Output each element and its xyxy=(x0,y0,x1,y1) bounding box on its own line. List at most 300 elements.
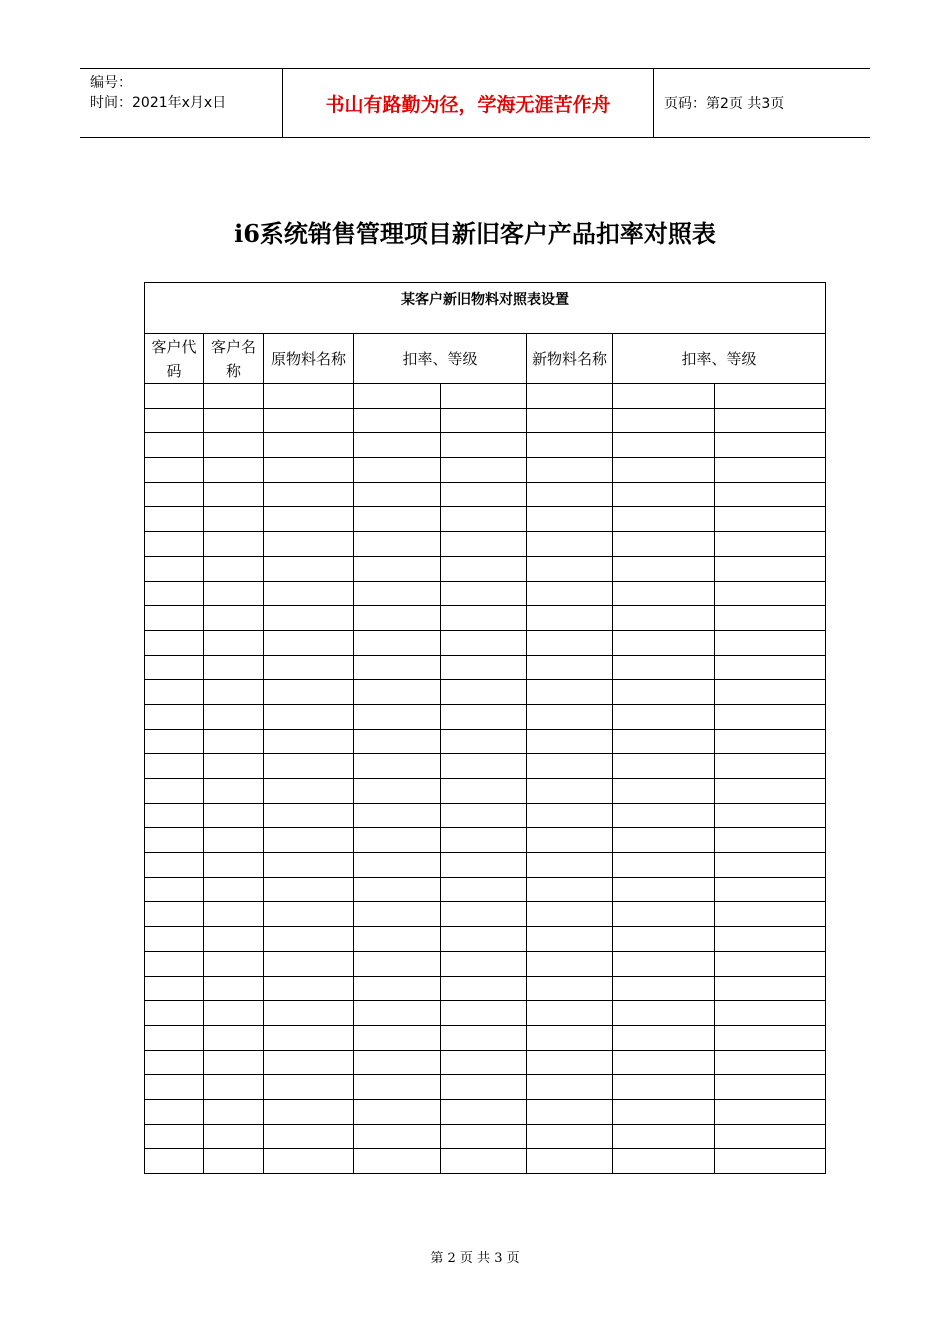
table-cell[interactable] xyxy=(441,902,527,927)
table-cell[interactable] xyxy=(715,630,826,655)
table-cell[interactable] xyxy=(715,655,826,680)
table-cell[interactable] xyxy=(613,828,715,853)
table-cell[interactable] xyxy=(613,976,715,1001)
table-cell[interactable] xyxy=(441,951,527,976)
table-cell[interactable] xyxy=(145,507,204,532)
table-cell[interactable] xyxy=(145,828,204,853)
table-cell[interactable] xyxy=(441,655,527,680)
table-row xyxy=(145,507,826,532)
table-cell[interactable] xyxy=(527,704,613,729)
table-row xyxy=(145,976,826,1001)
table-row xyxy=(145,532,826,557)
table-cell[interactable] xyxy=(527,877,613,902)
table-cell[interactable] xyxy=(613,902,715,927)
table-cell[interactable] xyxy=(264,877,354,902)
table-cell[interactable] xyxy=(354,902,441,927)
table-row xyxy=(145,1001,826,1026)
table-row xyxy=(145,704,826,729)
table-cell[interactable] xyxy=(527,754,613,779)
table-cell[interactable] xyxy=(145,1099,204,1124)
table-cell[interactable] xyxy=(204,556,264,581)
table-cell[interactable] xyxy=(613,556,715,581)
table-cell[interactable] xyxy=(354,433,441,458)
table-row xyxy=(145,458,826,483)
table-cell[interactable] xyxy=(613,704,715,729)
table-cell[interactable] xyxy=(613,384,715,409)
table-cell[interactable] xyxy=(441,877,527,902)
table-cell[interactable] xyxy=(527,1075,613,1100)
table-cell[interactable] xyxy=(441,729,527,754)
table-cell[interactable] xyxy=(715,828,826,853)
table-cell[interactable] xyxy=(715,1149,826,1174)
table-cell[interactable] xyxy=(354,976,441,1001)
table-cell[interactable] xyxy=(264,581,354,606)
header-motto: 书山有路勤为径，学海无涯苦作舟 xyxy=(282,69,654,137)
table-cell[interactable] xyxy=(715,1001,826,1026)
table-cell[interactable] xyxy=(441,1099,527,1124)
table-cell[interactable] xyxy=(613,581,715,606)
table-cell[interactable] xyxy=(145,458,204,483)
table-cell[interactable] xyxy=(354,556,441,581)
table-cell[interactable] xyxy=(613,532,715,557)
table-row xyxy=(145,630,826,655)
table-cell[interactable] xyxy=(264,951,354,976)
table-cell[interactable] xyxy=(715,433,826,458)
table-cell[interactable] xyxy=(354,1149,441,1174)
table-cell[interactable] xyxy=(264,1075,354,1100)
table-cell[interactable] xyxy=(354,1099,441,1124)
table-cell[interactable] xyxy=(527,1025,613,1050)
table-cell[interactable] xyxy=(145,951,204,976)
table-cell[interactable] xyxy=(264,1025,354,1050)
table-cell[interactable] xyxy=(715,507,826,532)
table-row xyxy=(145,384,826,409)
table-cell[interactable] xyxy=(354,606,441,631)
table-cell[interactable] xyxy=(354,458,441,483)
table-cell[interactable] xyxy=(527,951,613,976)
table-cell[interactable] xyxy=(527,384,613,409)
table-cell[interactable] xyxy=(145,606,204,631)
table-cell[interactable] xyxy=(264,1149,354,1174)
table-cell[interactable] xyxy=(527,606,613,631)
table-cell[interactable] xyxy=(204,507,264,532)
table-cell[interactable] xyxy=(441,853,527,878)
table-cell[interactable] xyxy=(264,902,354,927)
table-cell[interactable] xyxy=(145,532,204,557)
table-cell[interactable] xyxy=(204,1025,264,1050)
table-cell[interactable] xyxy=(264,433,354,458)
table-cell[interactable] xyxy=(145,853,204,878)
table-cell[interactable] xyxy=(264,1050,354,1075)
table-cell[interactable] xyxy=(354,828,441,853)
table-cell[interactable] xyxy=(204,606,264,631)
table-cell[interactable] xyxy=(204,1149,264,1174)
table-cell[interactable] xyxy=(204,630,264,655)
table-cell[interactable] xyxy=(527,482,613,507)
table-cell[interactable] xyxy=(613,482,715,507)
table-cell[interactable] xyxy=(204,704,264,729)
table-cell[interactable] xyxy=(354,951,441,976)
table-cell[interactable] xyxy=(441,1050,527,1075)
document-number-label: 编号： xyxy=(90,75,132,91)
table-cell[interactable] xyxy=(354,630,441,655)
table-cell[interactable] xyxy=(204,1099,264,1124)
table-cell[interactable] xyxy=(204,853,264,878)
table-cell[interactable] xyxy=(613,1050,715,1075)
table-cell[interactable] xyxy=(613,507,715,532)
table-cell[interactable] xyxy=(204,1050,264,1075)
table-row xyxy=(145,1099,826,1124)
table-cell[interactable] xyxy=(527,902,613,927)
table-cell[interactable] xyxy=(715,729,826,754)
table-cell[interactable] xyxy=(145,803,204,828)
table-cell[interactable] xyxy=(613,433,715,458)
table-cell[interactable] xyxy=(441,803,527,828)
table-cell[interactable] xyxy=(715,877,826,902)
table-cell[interactable] xyxy=(204,902,264,927)
table-cell[interactable] xyxy=(715,803,826,828)
table-cell[interactable] xyxy=(715,754,826,779)
table-cell[interactable] xyxy=(264,779,354,804)
table-cell[interactable] xyxy=(354,877,441,902)
table-cell[interactable] xyxy=(441,630,527,655)
table-cell[interactable] xyxy=(204,532,264,557)
table-cell[interactable] xyxy=(354,754,441,779)
table-cell[interactable] xyxy=(354,482,441,507)
table-cell[interactable] xyxy=(145,1050,204,1075)
header-old-discount-grade: 扣率、等级 xyxy=(354,334,527,384)
table-row xyxy=(145,680,826,705)
table-cell[interactable] xyxy=(527,507,613,532)
table-cell[interactable] xyxy=(441,1001,527,1026)
table-cell[interactable] xyxy=(204,803,264,828)
table-cell[interactable] xyxy=(264,1099,354,1124)
table-cell[interactable] xyxy=(613,630,715,655)
table-cell[interactable] xyxy=(527,1149,613,1174)
table-cell[interactable] xyxy=(527,581,613,606)
table-cell[interactable] xyxy=(354,532,441,557)
table-cell[interactable] xyxy=(145,433,204,458)
table-cell[interactable] xyxy=(204,729,264,754)
table-cell[interactable] xyxy=(441,482,527,507)
table-cell[interactable] xyxy=(613,408,715,433)
table-cell[interactable] xyxy=(441,704,527,729)
table-cell[interactable] xyxy=(145,384,204,409)
table-row xyxy=(145,433,826,458)
table-cell[interactable] xyxy=(204,482,264,507)
table-cell[interactable] xyxy=(715,1099,826,1124)
table-cell[interactable] xyxy=(715,1124,826,1149)
table-cell[interactable] xyxy=(264,482,354,507)
table-row xyxy=(145,1025,826,1050)
table-cell[interactable] xyxy=(715,1025,826,1050)
table-cell[interactable] xyxy=(354,1075,441,1100)
table-cell[interactable] xyxy=(145,1149,204,1174)
table-cell[interactable] xyxy=(204,927,264,952)
table-cell[interactable] xyxy=(204,1124,264,1149)
table-cell[interactable] xyxy=(145,1001,204,1026)
table-cell[interactable] xyxy=(204,1001,264,1026)
table-cell[interactable] xyxy=(354,408,441,433)
table-cell[interactable] xyxy=(145,408,204,433)
table-cell[interactable] xyxy=(527,458,613,483)
table-cell[interactable] xyxy=(145,581,204,606)
table-cell[interactable] xyxy=(441,606,527,631)
table-cell[interactable] xyxy=(441,507,527,532)
table-cell[interactable] xyxy=(204,754,264,779)
table-cell[interactable] xyxy=(145,1124,204,1149)
table-cell[interactable] xyxy=(145,556,204,581)
table-cell[interactable] xyxy=(441,976,527,1001)
table-cell[interactable] xyxy=(527,1124,613,1149)
mapping-table xyxy=(144,282,826,1174)
table-cell[interactable] xyxy=(613,680,715,705)
table-cell[interactable] xyxy=(354,803,441,828)
table-cell[interactable] xyxy=(613,729,715,754)
table-cell[interactable] xyxy=(145,655,204,680)
table-row xyxy=(145,556,826,581)
table-cell[interactable] xyxy=(354,1124,441,1149)
header-meta xyxy=(80,69,282,137)
table-cell[interactable] xyxy=(145,976,204,1001)
table-cell[interactable] xyxy=(441,680,527,705)
table-cell[interactable] xyxy=(715,384,826,409)
table-cell[interactable] xyxy=(264,729,354,754)
table-cell[interactable] xyxy=(441,433,527,458)
table-cell[interactable] xyxy=(264,1001,354,1026)
table-cell[interactable] xyxy=(204,408,264,433)
table-cell[interactable] xyxy=(145,902,204,927)
table-cell[interactable] xyxy=(715,556,826,581)
table-cell[interactable] xyxy=(264,853,354,878)
table-row xyxy=(145,1124,826,1149)
table-cell[interactable] xyxy=(354,1025,441,1050)
table-cell[interactable] xyxy=(145,779,204,804)
table-cell[interactable] xyxy=(204,384,264,409)
table-cell[interactable] xyxy=(204,976,264,1001)
header-customer-name: 客户名称 xyxy=(204,334,264,384)
table-cell[interactable] xyxy=(527,803,613,828)
table-cell[interactable] xyxy=(527,1099,613,1124)
table-cell[interactable] xyxy=(145,482,204,507)
table-cell[interactable] xyxy=(527,828,613,853)
table-cell[interactable] xyxy=(354,1001,441,1026)
table-cell[interactable] xyxy=(204,433,264,458)
table-cell[interactable] xyxy=(441,1124,527,1149)
table-cell[interactable] xyxy=(264,828,354,853)
header-customer-code: 客户代码 xyxy=(145,334,204,384)
table-row xyxy=(145,1075,826,1100)
table-row xyxy=(145,902,826,927)
header-new-material-name: 新物料名称 xyxy=(527,334,613,384)
table-cell[interactable] xyxy=(527,655,613,680)
table-cell[interactable] xyxy=(264,927,354,952)
header-page-info: 页码：第2页 共3页 xyxy=(664,96,785,112)
table-cell[interactable] xyxy=(527,1050,613,1075)
table-cell[interactable] xyxy=(145,1025,204,1050)
table-cell[interactable] xyxy=(441,1075,527,1100)
table-row xyxy=(145,1050,826,1075)
table-cell[interactable] xyxy=(527,1001,613,1026)
table-cell[interactable] xyxy=(715,1075,826,1100)
table-cell[interactable] xyxy=(264,606,354,631)
table-cell[interactable] xyxy=(441,927,527,952)
table-cell[interactable] xyxy=(441,458,527,483)
table-cell[interactable] xyxy=(715,581,826,606)
table-cell[interactable] xyxy=(527,927,613,952)
table-cell[interactable] xyxy=(264,655,354,680)
table-row xyxy=(145,779,826,804)
table-cell[interactable] xyxy=(204,877,264,902)
table-cell[interactable] xyxy=(354,853,441,878)
header-new-discount-grade: 扣率、等级 xyxy=(613,334,826,384)
table-cell[interactable] xyxy=(613,1075,715,1100)
table-cell[interactable] xyxy=(354,680,441,705)
table-cell[interactable] xyxy=(264,556,354,581)
table-row xyxy=(145,655,826,680)
table-cell[interactable] xyxy=(613,754,715,779)
table-cell[interactable] xyxy=(264,408,354,433)
table-cell[interactable] xyxy=(264,754,354,779)
table-cell[interactable] xyxy=(613,1001,715,1026)
table-cell[interactable] xyxy=(204,655,264,680)
table-cell[interactable] xyxy=(264,458,354,483)
table-cell[interactable] xyxy=(441,1149,527,1174)
table-cell[interactable] xyxy=(715,902,826,927)
table-row xyxy=(145,754,826,779)
page-footer: 第 2 页 共 3 页 xyxy=(430,1251,520,1266)
table-cell[interactable] xyxy=(613,927,715,952)
table-cell[interactable] xyxy=(613,1025,715,1050)
table-cell[interactable] xyxy=(715,680,826,705)
table-cell[interactable] xyxy=(204,680,264,705)
table-row xyxy=(145,606,826,631)
table-row xyxy=(145,877,826,902)
table-cell[interactable] xyxy=(527,729,613,754)
table-cell[interactable] xyxy=(264,1124,354,1149)
table-cell[interactable] xyxy=(264,507,354,532)
table-cell[interactable] xyxy=(613,779,715,804)
table-cell[interactable] xyxy=(613,1124,715,1149)
table-row xyxy=(145,729,826,754)
table-cell[interactable] xyxy=(264,704,354,729)
table-cell[interactable] xyxy=(354,779,441,804)
table-cell[interactable] xyxy=(527,532,613,557)
document-title: i6系统销售管理项目新旧客户产品扣率对照表 xyxy=(234,219,716,248)
table-cell[interactable] xyxy=(264,384,354,409)
header-old-material-name: 原物料名称 xyxy=(264,334,354,384)
table-cell[interactable] xyxy=(145,877,204,902)
table-cell[interactable] xyxy=(715,853,826,878)
table-cell[interactable] xyxy=(264,976,354,1001)
table-cell[interactable] xyxy=(715,976,826,1001)
table-cell[interactable] xyxy=(354,1050,441,1075)
table-cell[interactable] xyxy=(204,951,264,976)
table-cell[interactable] xyxy=(354,729,441,754)
table-cell[interactable] xyxy=(613,803,715,828)
table-cell[interactable] xyxy=(613,877,715,902)
table-cell[interactable] xyxy=(613,1099,715,1124)
table-cell[interactable] xyxy=(354,655,441,680)
table-cell[interactable] xyxy=(613,853,715,878)
table-cell[interactable] xyxy=(145,927,204,952)
table-cell[interactable] xyxy=(613,458,715,483)
table-cell[interactable] xyxy=(354,927,441,952)
table-cell[interactable] xyxy=(441,754,527,779)
table-cell[interactable] xyxy=(145,754,204,779)
table-row xyxy=(145,951,826,976)
table-cell[interactable] xyxy=(354,704,441,729)
table-cell[interactable] xyxy=(527,556,613,581)
table-cell[interactable] xyxy=(527,680,613,705)
table-cell[interactable] xyxy=(715,1050,826,1075)
table-cell[interactable] xyxy=(354,384,441,409)
table-cell[interactable] xyxy=(527,853,613,878)
table-cell[interactable] xyxy=(204,458,264,483)
table-cell[interactable] xyxy=(527,408,613,433)
table-cell[interactable] xyxy=(204,1075,264,1100)
table-cell[interactable] xyxy=(441,556,527,581)
table-cell[interactable] xyxy=(527,779,613,804)
table-cell[interactable] xyxy=(441,1025,527,1050)
table-cell[interactable] xyxy=(354,581,441,606)
table-cell[interactable] xyxy=(715,951,826,976)
table-cell[interactable] xyxy=(145,1075,204,1100)
table-row xyxy=(145,581,826,606)
table-cell[interactable] xyxy=(264,630,354,655)
table-cell[interactable] xyxy=(613,606,715,631)
table-row xyxy=(145,853,826,878)
table-cell[interactable] xyxy=(441,408,527,433)
table-cell[interactable] xyxy=(613,1149,715,1174)
table-cell[interactable] xyxy=(715,779,826,804)
table-cell[interactable] xyxy=(441,384,527,409)
table-cell[interactable] xyxy=(204,779,264,804)
table-cell[interactable] xyxy=(441,779,527,804)
table-row xyxy=(145,828,826,853)
table-cell[interactable] xyxy=(145,704,204,729)
table-cell[interactable] xyxy=(204,828,264,853)
table-cell[interactable] xyxy=(715,482,826,507)
table-cell[interactable] xyxy=(715,927,826,952)
table-cell[interactable] xyxy=(715,704,826,729)
table-header-row xyxy=(145,334,826,384)
table-cell[interactable] xyxy=(204,581,264,606)
table-cell[interactable] xyxy=(145,729,204,754)
table-cell[interactable] xyxy=(145,680,204,705)
table-cell[interactable] xyxy=(354,507,441,532)
table-caption: 某客户新旧物料对照表设置 xyxy=(145,283,826,334)
table-cell[interactable] xyxy=(527,976,613,1001)
table-cell[interactable] xyxy=(715,408,826,433)
table-cell[interactable] xyxy=(441,532,527,557)
table-cell[interactable] xyxy=(264,680,354,705)
table-cell[interactable] xyxy=(264,803,354,828)
table-row xyxy=(145,1149,826,1174)
table-cell[interactable] xyxy=(715,458,826,483)
table-cell[interactable] xyxy=(527,630,613,655)
table-cell[interactable] xyxy=(145,630,204,655)
table-cell[interactable] xyxy=(441,828,527,853)
table-cell[interactable] xyxy=(613,655,715,680)
table-caption-row xyxy=(145,283,826,334)
table-cell[interactable] xyxy=(613,951,715,976)
table-cell[interactable] xyxy=(715,532,826,557)
table-cell[interactable] xyxy=(715,606,826,631)
table-cell[interactable] xyxy=(527,433,613,458)
table-cell[interactable] xyxy=(441,581,527,606)
table-cell[interactable] xyxy=(264,532,354,557)
